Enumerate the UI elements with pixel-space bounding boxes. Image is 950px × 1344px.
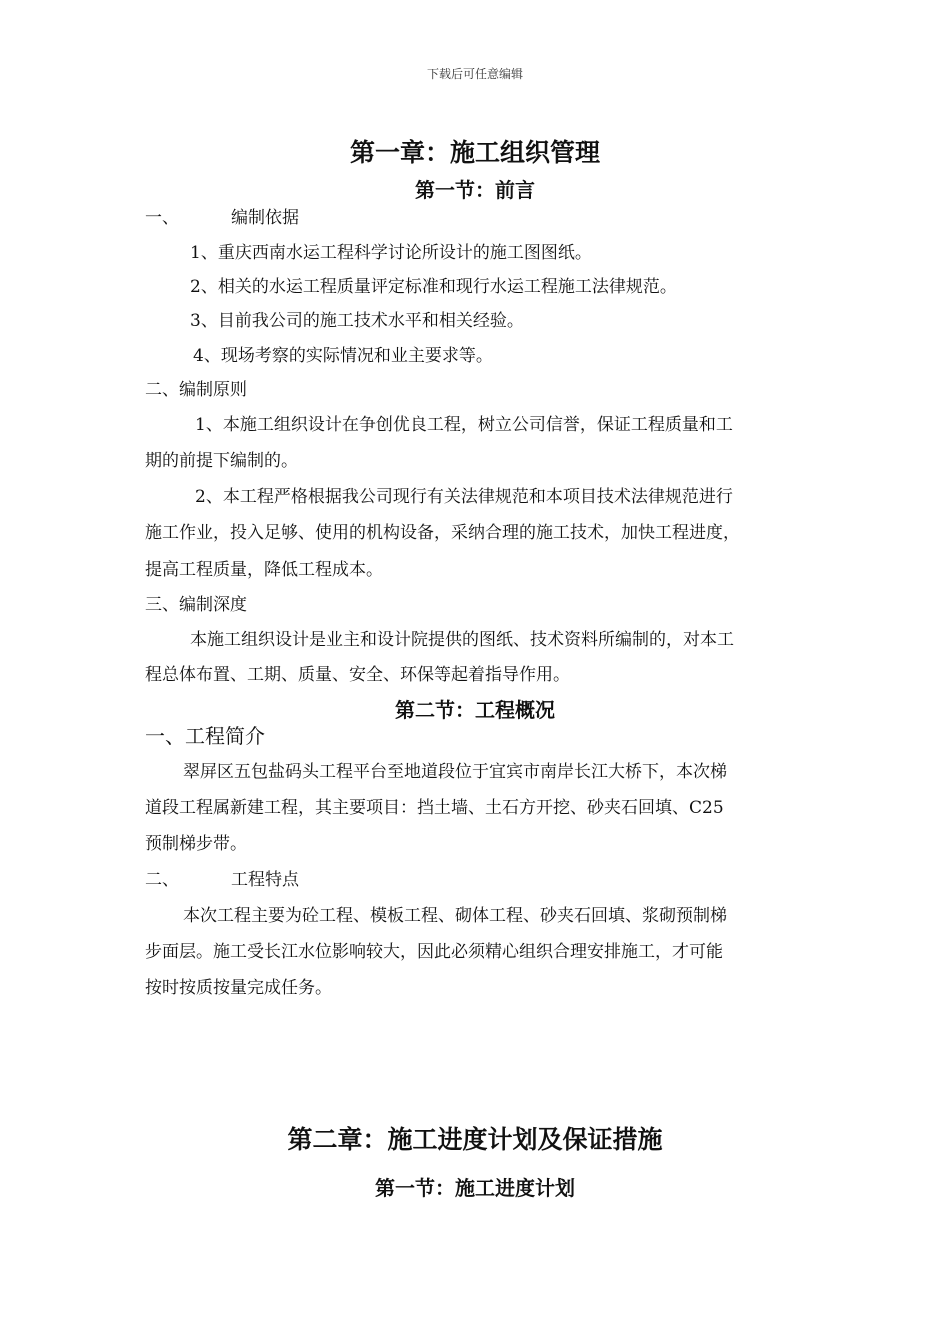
intro-line-2: 道段工程属新建工程，其主要项目：挡土墙、土石方开挖、砂夹石回填、C25 bbox=[145, 798, 724, 818]
features-number: 二、 bbox=[145, 870, 179, 890]
section-1-title: 第一节：前言 bbox=[415, 178, 535, 202]
page-header: 下载后可任意编辑 bbox=[426, 67, 523, 81]
intro-line-3: 预制梯步带。 bbox=[145, 834, 247, 854]
basis-title: 编制依据 bbox=[231, 208, 299, 228]
basis-item-4: 4、现场考察的实际情况和业主要求等。 bbox=[193, 346, 493, 366]
principles-line-5: 提高工程质量，降低工程成本。 bbox=[145, 560, 383, 580]
chapter-2-section-1-title: 第一节：施工进度计划 bbox=[375, 1176, 575, 1200]
features-line-3: 按时按质按量完成任务。 bbox=[145, 978, 332, 998]
chapter-2-title: 第二章：施工进度计划及保证措施 bbox=[287, 1125, 663, 1154]
basis-item-3: 3、目前我公司的施工技术水平和相关经验。 bbox=[190, 311, 524, 331]
depth-heading: 三、编制深度 bbox=[145, 595, 247, 615]
features-title: 工程特点 bbox=[231, 870, 299, 890]
principles-line-1: 1、本施工组织设计在争创优良工程，树立公司信誉，保证工程质量和工 bbox=[195, 415, 733, 435]
principles-line-4: 施工作业，投入足够、使用的机构设备，采纳合理的施工技术，加快工程进度， bbox=[145, 523, 740, 543]
features-line-2: 步面层。施工受长江水位影响较大，因此必须精心组织合理安排施工，才可能 bbox=[145, 942, 723, 962]
chapter-1-title: 第一章：施工组织管理 bbox=[349, 138, 600, 167]
basis-item-2: 2、相关的水运工程质量评定标准和现行水运工程施工法律规范。 bbox=[190, 277, 677, 297]
basis-item-1: 1、重庆西南水运工程科学讨论所设计的施工图图纸。 bbox=[190, 243, 592, 263]
features-heading bbox=[145, 865, 299, 890]
intro-line-1: 翠屏区五包盐码头工程平台至地道段位于宜宾市南岸长江大桥下，本次梯 bbox=[183, 762, 727, 782]
basis-heading bbox=[145, 203, 299, 228]
principles-line-3: 2、本工程严格根据我公司现行有关法律规范和本项目技术法律规范进行 bbox=[195, 487, 733, 507]
features-line-1: 本次工程主要为砼工程、模板工程、砌体工程、砂夹石回填、浆砌预制梯 bbox=[183, 906, 727, 926]
section-2-title: 第二节：工程概况 bbox=[395, 698, 555, 722]
basis-number: 一、 bbox=[145, 208, 179, 228]
principles-line-2: 期的前提下编制的。 bbox=[145, 451, 298, 471]
depth-line-2: 程总体布置、工期、质量、安全、环保等起着指导作用。 bbox=[145, 665, 570, 685]
depth-line-1: 本施工组织设计是业主和设计院提供的图纸、技术资料所编制的，对本工 bbox=[190, 630, 734, 650]
principles-heading: 二、编制原则 bbox=[145, 380, 247, 400]
intro-heading: 一、工程简介 bbox=[145, 724, 265, 748]
